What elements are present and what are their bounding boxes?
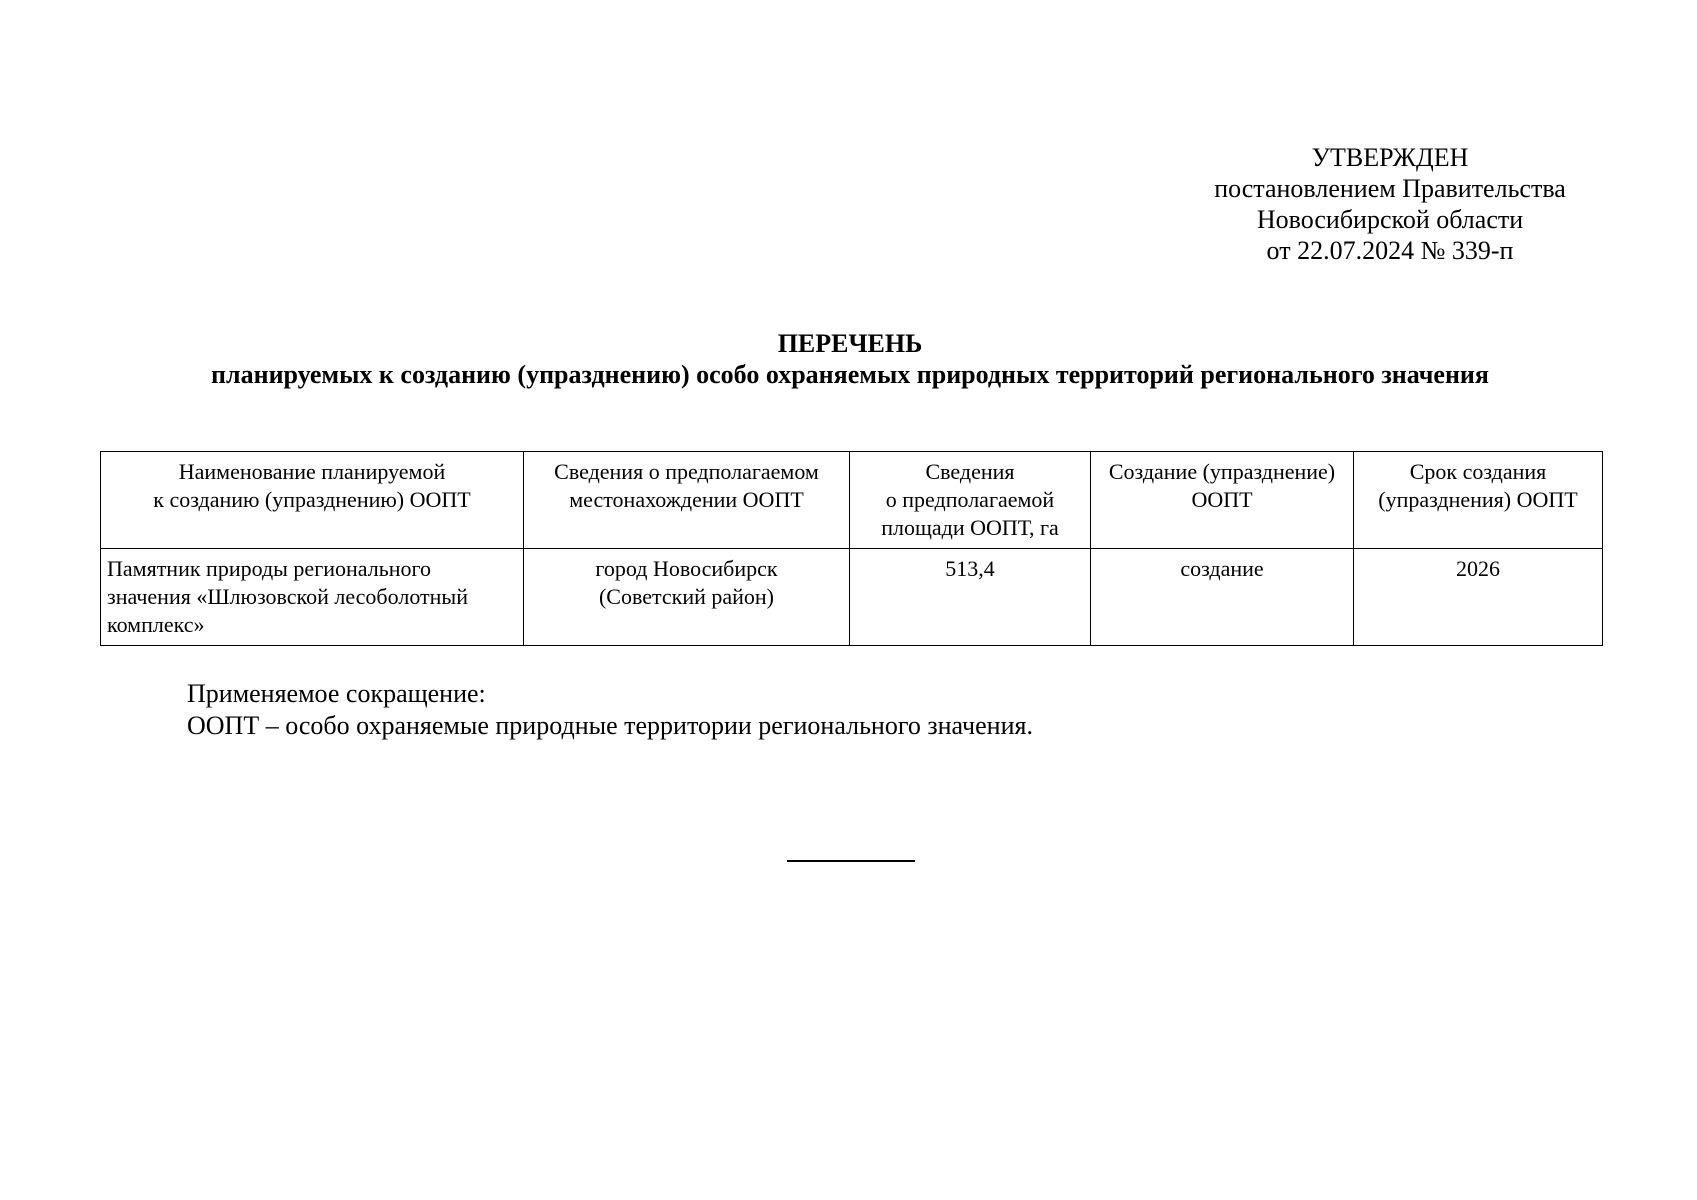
cell-area: 513,4 [850,549,1091,646]
protected-areas-table [100,451,1603,646]
header-cell-action: Создание (упразднение) ООПТ [1091,452,1354,549]
note-text: ООПТ – особо охраняемые природные территории регионального значения. [187,711,1033,740]
cell-location: город Новосибирск (Советский район) [524,549,850,646]
table-header-row [101,452,1603,549]
header-cell-location: Сведения о предполагаемом местонахождении ООПТ [524,452,850,549]
header-cell-name: Наименование планируемой к созданию (упразднению) ООПТ [101,452,524,549]
document-title [60,328,1640,390]
abbreviation-note [187,678,1033,742]
cell-name: Памятник природы регионального значения «Шлюзовской лесоболотный комплекс» [101,549,524,646]
title-heading: ПЕРЕЧЕНЬ [777,329,923,358]
note-label: Применяемое сокращение: [187,679,486,708]
approval-stamp [1160,142,1620,266]
approval-line: УТВЕРЖДЕН [1311,143,1469,172]
table-row [101,549,1603,646]
approval-line: от 22.07.2024 № 339-п [1266,236,1514,265]
approval-line: постановлением Правительства [1214,174,1566,203]
header-cell-area: Сведения о предполагаемой площади ООПТ, га [850,452,1091,549]
closing-separator-line [787,860,915,862]
header-cell-term: Срок создания (упразднения) ООПТ [1354,452,1603,549]
approval-line: Новосибирской области [1256,205,1524,234]
title-subheading: планируемых к созданию (упразднению) особо охраняемых природных территорий регионального значения [211,360,1489,389]
cell-action: создание [1091,549,1354,646]
cell-term: 2026 [1354,549,1603,646]
